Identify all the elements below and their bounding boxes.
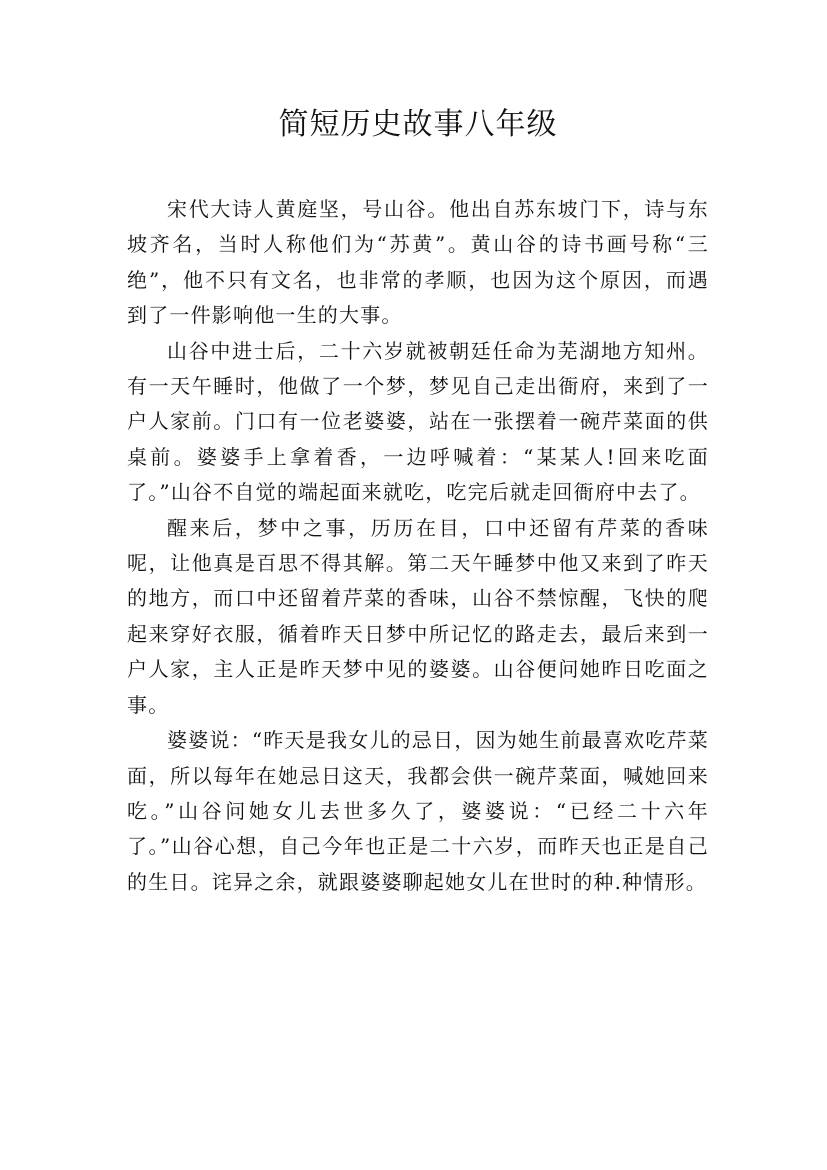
paragraph-3: 醒来后，梦中之事，历历在目，口中还留有芹菜的香味呢，让他真是百思不得其解。第二天午睡梦中他又来到了昨天的地方，而口中还留着芹菜的香味，山谷不禁惊醒，飞快的爬起来穿好衣服，循着昨天日梦中所记忆的路走去，最后来到一户人家，主人正是昨天梦中见的婆婆。山谷便问她昨日吃面之事。 <box>127 515 709 717</box>
paragraph-4: 婆婆说：“昨天是我女儿的忌日，因为她生前最喜欢吃芹菜面，所以每年在她忌日这天，我都会供一碗芹菜面，喊她回来吃。”山谷问她女儿去世多久了，婆婆说：“已经二十六年了。”山谷心想，自己今年也正是二十六岁，而昨天也正是自己的生日。诧异之余，就跟婆婆聊起她女儿在世时的种.种情形。 <box>127 728 709 894</box>
document-title: 简短历史故事八年级 <box>278 107 558 142</box>
paragraph-2: 山谷中进士后，二十六岁就被朝廷任命为芜湖地方知州。有一天午睡时，他做了一个梦，梦见自己走出衙府，来到了一户人家前。门口有一位老婆婆，站在一张摆着一碗芹菜面的供桌前。婆婆手上拿着香，一边呼喊着：“某某人!回来吃面了。”山谷不自觉的端起面来就吃，吃完后就走回衙府中去了。 <box>127 338 709 505</box>
paragraph-1: 宋代大诗人黄庭坚，号山谷。他出自苏东坡门下，诗与东坡齐名，当时人称他们为“苏黄”。黄山谷的诗书画号称“三绝”，他不只有文名，也非常的孝顺，也因为这个原因，而遇到了一件影响他一生的大事。 <box>127 197 709 328</box>
document-body <box>127 192 709 900</box>
